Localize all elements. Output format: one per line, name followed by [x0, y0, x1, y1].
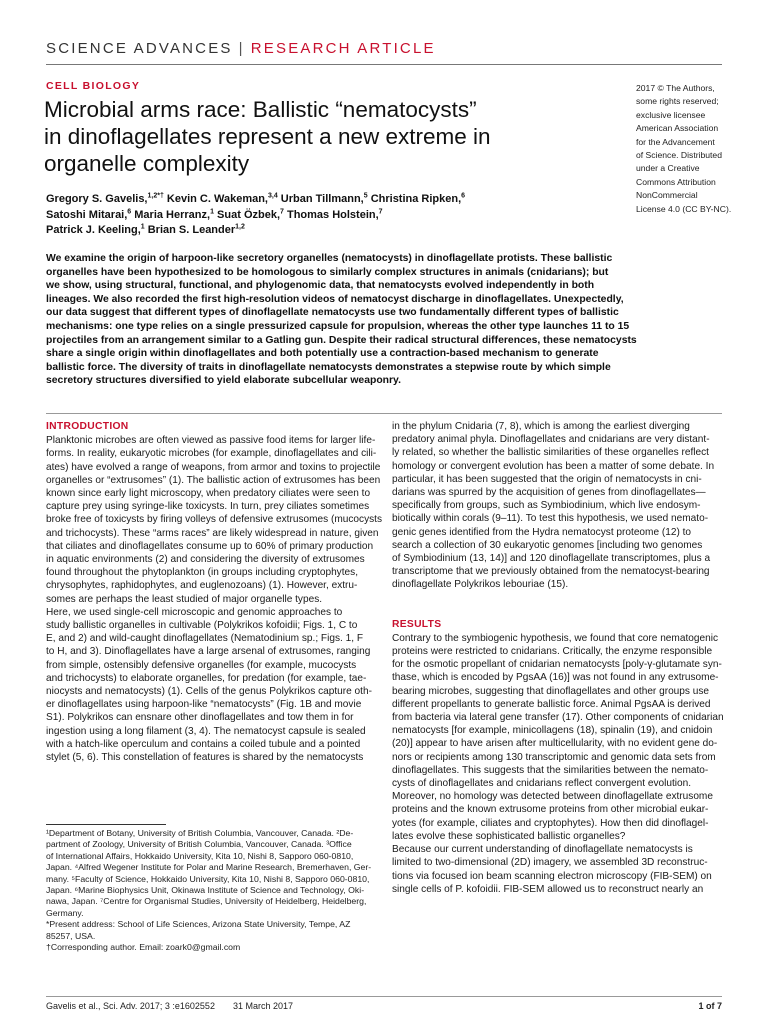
paragraph-line: E, and 2) and wild-caught dinoflagellates (Nematodinium sp.; Figs. 1, F	[46, 633, 363, 645]
abstract-line: We examine the origin of harpoon-like secretory organelles (nematocysts) in dinoflagellate protists. These ballistic	[46, 253, 613, 264]
footnote-line: many. ⁵Faculty of Science, Hokkaido University, Kita 10, Nishi 8, Sapporo 060-0810,	[46, 873, 370, 884]
header-separator: |	[238, 40, 245, 57]
author-affiliation: 1	[210, 207, 214, 215]
results-body	[392, 632, 722, 896]
author-affiliation: 7	[280, 207, 284, 215]
paragraph-line: ingestion using a long filament (3, 4). The nematocyst capsule is sealed	[46, 725, 366, 737]
paragraph-line: ates) have evolved a range of weapons, from armor and toxins to projectile	[46, 461, 381, 473]
license-line: 2017 © The Authors,	[636, 83, 715, 93]
paragraph-line: biotically within corals (9–11). To test this hypothesis, we used nemato-	[392, 513, 709, 525]
right-column	[392, 420, 722, 896]
author-name: Kevin C. Wakeman,	[166, 193, 268, 205]
paragraph-line: organelles or “extrusomes” (1). The ballistic action of extrusomes has been	[46, 474, 381, 486]
author-affiliation: 3,4	[268, 192, 278, 200]
paragraph-line: dinoflagellates. This suggests that the similarities between the nemato-	[392, 764, 709, 776]
paragraph-line: for the osmotic propellant of cnidarian nematocysts [poly-γ-glutamate syn-	[392, 659, 722, 671]
publication-date: 31 March 2017	[232, 1001, 293, 1011]
footnote-line: partment of Zoology, University of British Columbia, Vancouver, Canada. ³Office	[46, 839, 352, 850]
paragraph-line: predatory animal phyla. Dinoflagellates and cnidarians are very distant-	[392, 434, 710, 446]
abstract	[46, 252, 722, 388]
journal-header	[46, 40, 436, 57]
introduction-body	[46, 434, 383, 764]
license-line: American Association	[636, 123, 719, 134]
paragraph-line: stylet (5, 6). This constellation of features is shared by the nematocysts	[46, 752, 364, 764]
paragraph-line: homology or convergent evolution has been a matter of some debate. In	[392, 460, 715, 472]
paragraph-line: (20)] appear to have arisen after multicellularity, with no evident gene do-	[392, 738, 718, 750]
paragraph-line: nematocysts [for example, minicollagens (18), spinalin (19), and cnidoin	[392, 725, 713, 737]
footnote-line: of International Affairs, Hokkaido University, Kita 10, Nishi 8, Sapporo 060-0810,	[46, 850, 354, 861]
paragraph-line: dinoflagellate Polykrikos lebouriae (15).	[392, 579, 569, 591]
abstract-line: projectiles from an arrangement similar to a Gatling gun. Despite their radical structural differences, these nematocysts	[46, 334, 637, 346]
paragraph-line: broke free of toxicysts by firing volleys of defensive extrusomes (mucocysts	[46, 514, 383, 526]
citation-text: Gavelis et al., Sci. Adv. 2017; 3 :e1602552	[46, 1001, 215, 1011]
license-line: Commons Attribution	[636, 176, 716, 187]
header-rule	[46, 64, 722, 65]
paragraph-line: thase, which is encoded by PgsAA (16)] was not found in any extrusome-	[392, 672, 719, 684]
footnote-line: †Corresponding author. Email: zoark0@gmail.com	[46, 942, 241, 953]
author-line	[46, 223, 566, 239]
paragraph-line: different propellants to generate ballistic force. Animal PgsAA is derived	[392, 698, 711, 710]
author-affiliation: 7	[378, 207, 383, 215]
title-line: in dinoflagellates represent a new extreme in	[44, 124, 491, 149]
abstract-line: organelles have been hypothesized to be homologous to similarly complex structures in animals (cnidarians); but	[46, 266, 609, 278]
author-affiliation: 6	[461, 192, 466, 200]
paragraph-line: from bacteria via lateral gene transfer (17). Other components of cnidarian	[392, 712, 724, 724]
abstract-line: secretory structures diversified to yield elaborate subcellular weaponry.	[46, 375, 401, 387]
paragraph-line: transcriptome that we previously obtained from the nematocyst-bearing	[392, 566, 710, 578]
paragraph-line: bearing microbes, suggesting that dinoflagellates and other groups use	[392, 685, 710, 697]
author-line	[46, 192, 566, 208]
footer-citation	[46, 1001, 293, 1011]
title-line: organelle complexity	[44, 151, 250, 176]
paragraph-line: Here, we used single-cell microscopic and genomic approaches to	[46, 606, 343, 618]
license-line: under a Creative	[636, 163, 700, 174]
paragraph-line: Because our current understanding of dinoflagellate nematocysts is	[392, 844, 693, 856]
license-line: exclusive licensee	[636, 109, 706, 120]
author-name: Brian S. Leander	[147, 224, 236, 236]
paragraph-line: niocysts and nematocysts) (1). Cells of the genus Polykrikos capture oth-	[46, 686, 372, 698]
author-affiliation: 1,2	[235, 223, 245, 231]
paragraph-line: and trichocysts). These “arms races” are likely widespread in nature, given	[46, 527, 379, 539]
paragraph-line: somes are perhaps the least studied of major organelle types.	[46, 593, 323, 605]
paragraph-line: cysts of dinoflagellates and cnidarians reflect convergent evolution.	[392, 778, 692, 790]
paragraph-line: tions via focused ion beam scanning electron microscopy (FIB-SEM) on	[392, 870, 712, 882]
paragraph-line: with a hatch-like operculum and contains a coiled tubule and a pointed	[46, 738, 361, 750]
paragraph-line: from simple, ostensibly defensive organelles (for example, mucocysts	[46, 659, 357, 671]
paragraph-line: Contrary to the symbiogenic hypothesis, we found that core nematogenic	[392, 632, 718, 644]
author-name: Patrick J. Keeling,	[46, 224, 141, 236]
license-line: for the Advancement	[636, 136, 715, 147]
footnote-line: Japan. ⁶Marine Biophysics Unit, Okinawa Institute of Science and Technology, Oki-	[46, 885, 365, 896]
paragraph-line: that ciliates and dinoflagellates consume up to 60% of primary production	[46, 540, 374, 552]
footer-rule	[46, 996, 722, 997]
paragraph-line: proteins and the known extrusome proteins from other microbial eukar-	[392, 804, 709, 816]
introduction-continued	[392, 420, 722, 592]
abstract-line: our data suggest that different types of dinoflagellate nematocysts use two fundamentally different types of ballistic	[46, 307, 619, 319]
footnote-line: 85257, USA.	[46, 930, 96, 941]
footnote-line: nawa, Japan. ⁷Centre for Organismal Studies, University of Heidelberg, Heidelberg,	[46, 896, 367, 907]
title-line: Microbial arms race: Ballistic “nematocysts”	[44, 97, 477, 122]
article-title	[44, 96, 584, 177]
footnotes	[46, 828, 376, 953]
paragraph-line: forms. In reality, eukaryotic microbes (for example, dinoflagellates and cili-	[46, 448, 377, 460]
license-line: NonCommercial	[636, 190, 698, 201]
paragraph-line: specifically from groups, such as Symbiodinium, which live endosym-	[392, 500, 701, 512]
author-affiliation: 6	[127, 207, 132, 215]
author-affiliation: 1	[140, 223, 145, 231]
author-list	[46, 192, 566, 239]
license-notice	[636, 82, 736, 216]
footnote-line: Germany.	[46, 907, 84, 918]
abstract-line: we show, using structural, functional, and phylogenomic data, that nematocysts evolved independently in both	[46, 280, 595, 292]
paragraph-line: proteins were restricted to cnidarians. Critically, the enzyme responsible	[392, 646, 713, 658]
paragraph-line: in aquatic environments (2) and considering the diversity of extrusomes	[46, 554, 365, 566]
page-number: 1 of 7	[698, 1001, 722, 1011]
footnote-rule	[46, 824, 166, 825]
results-heading: RESULTS	[392, 618, 442, 630]
footnote-line: Japan. ⁴Alfred Wegener Institute for Polar and Marine Research, Bremerhaven, Ger-	[46, 862, 372, 873]
paragraph-line: Planktonic microbes are often viewed as passive food items for larger life-	[46, 435, 376, 447]
paragraph-line: er dinoflagellates using harpoon-like “nematocysts” (Fig. 1B and movie	[46, 699, 362, 711]
author-name: Urban Tillmann,	[280, 193, 364, 205]
paragraph-line: in the phylum Cnidaria (7, 8), which is among the earliest diverging	[392, 421, 690, 432]
paragraph-line: capture prey using syringe-like toxicysts. In turn, prey ciliates sometimes	[46, 501, 370, 513]
paragraph-line: S1). Polykrikos can ensnare other dinoflagellates and tow them in for	[46, 712, 354, 724]
left-column	[46, 420, 383, 764]
footnote-line: *Present address: School of Life Sciences, Arizona State University, Tempe, AZ	[46, 919, 351, 930]
footnote-line: ¹Department of Botany, University of British Columbia, Vancouver, Canada. ²De-	[46, 828, 354, 838]
author-name: Satoshi Mitarai,	[46, 208, 128, 221]
paragraph-line: yotes (for example, ciliates and cryptophytes). How then did dinoflagel-	[392, 817, 709, 829]
paragraph-line: nors or recipients among 130 transcriptomic and genomic data sets from	[392, 751, 716, 763]
author-line	[46, 208, 566, 224]
paragraph-line: chrysophytes, raphidophytes, and euglenozoans) (1). However, extru-	[46, 580, 358, 592]
paragraph-line: lates evolve these sophisticated ballistic organelles?	[392, 830, 626, 842]
journal-name: SCIENCE ADVANCES	[46, 40, 233, 57]
paragraph-line: and trichocysts) to elaborate organelles, for predation (for example, tae-	[46, 672, 367, 684]
paragraph-line: darians was spurred by the acquisition of genes from dinoflagellates—	[392, 487, 706, 499]
paragraph-line: limited to two-dimensional (2D) imagery, we assembled 3D reconstruc-	[392, 857, 708, 869]
abstract-line: lineages. We also recorded the first high-resolution videos of nematocyst discharge in dinoflagellates. Unexpectedly,	[46, 293, 624, 305]
author-name: Suat Özbek,	[217, 208, 281, 221]
author-affiliation: 5	[363, 192, 368, 200]
abstract-line: share a single origin within dinoflagellates and both potentially use a contraction-based mechanism to generate	[46, 348, 599, 360]
paragraph-line: of Symbiodinium (13, 14)] and 120 dinoflagellate transcriptomes, plus a	[392, 553, 711, 565]
author-name: Gregory S. Gavelis,	[46, 193, 148, 205]
paragraph-line: ly related, so whether the ballistic similarities of these organelles reflect	[392, 447, 709, 459]
section-label: CELL BIOLOGY	[46, 80, 141, 92]
author-name: Thomas Holstein,	[286, 208, 379, 221]
paragraph-line: genic genes identified from the Hydra nematocyst proteome (12) to	[392, 526, 692, 538]
license-line: of Science. Distributed	[636, 150, 722, 161]
section-gap	[392, 592, 722, 605]
paragraph-line: search a collection of 30 eukaryotic genomes [including two genomes	[392, 539, 703, 551]
paragraph-line: Moreover, no homology was detected between dinoflagellate extrusome	[392, 791, 713, 803]
abstract-line: mechanisms: one type relies on a single pressurized capsule for propulsion, whereas the other type launches 11 to 15	[46, 320, 630, 332]
article-type: RESEARCH ARTICLE	[250, 40, 436, 57]
paragraph-line: found throughout the phytoplankton (in groups including cryptophytes,	[46, 567, 358, 579]
paragraph-line: single cells of P. kofoidii. FIB-SEM allowed us to reconstruct nearly an	[392, 883, 704, 895]
section-gap	[392, 605, 722, 618]
paragraph-line: known since early light microscopy, when predatory ciliates were seen to	[46, 488, 371, 500]
author-name: Christina Ripken,	[370, 193, 462, 205]
abstract-line: ballistic force. The diversity of traits in dinoflagellate nematocysts demonstrates a stepwise route by which simple	[46, 361, 611, 373]
author-affiliation: 1,2*†	[147, 192, 164, 200]
paragraph-line: to H, and 3). Dinoflagellates have a large arsenal of extrusomes, ranging	[46, 646, 371, 658]
license-line: some rights reserved;	[636, 96, 719, 107]
paragraph-line: study ballistic organelles in cultivable (Polykrikos kofoidii; Figs. 1, C to	[46, 620, 358, 632]
introduction-heading: INTRODUCTION	[46, 421, 129, 432]
author-name: Maria Herranz,	[134, 208, 211, 221]
abstract-rule	[46, 413, 722, 414]
paragraph-line: particular, it has been suggested that the origin of nematocysts in cni-	[392, 473, 702, 485]
license-line: License 4.0 (CC BY-NC).	[636, 203, 732, 214]
